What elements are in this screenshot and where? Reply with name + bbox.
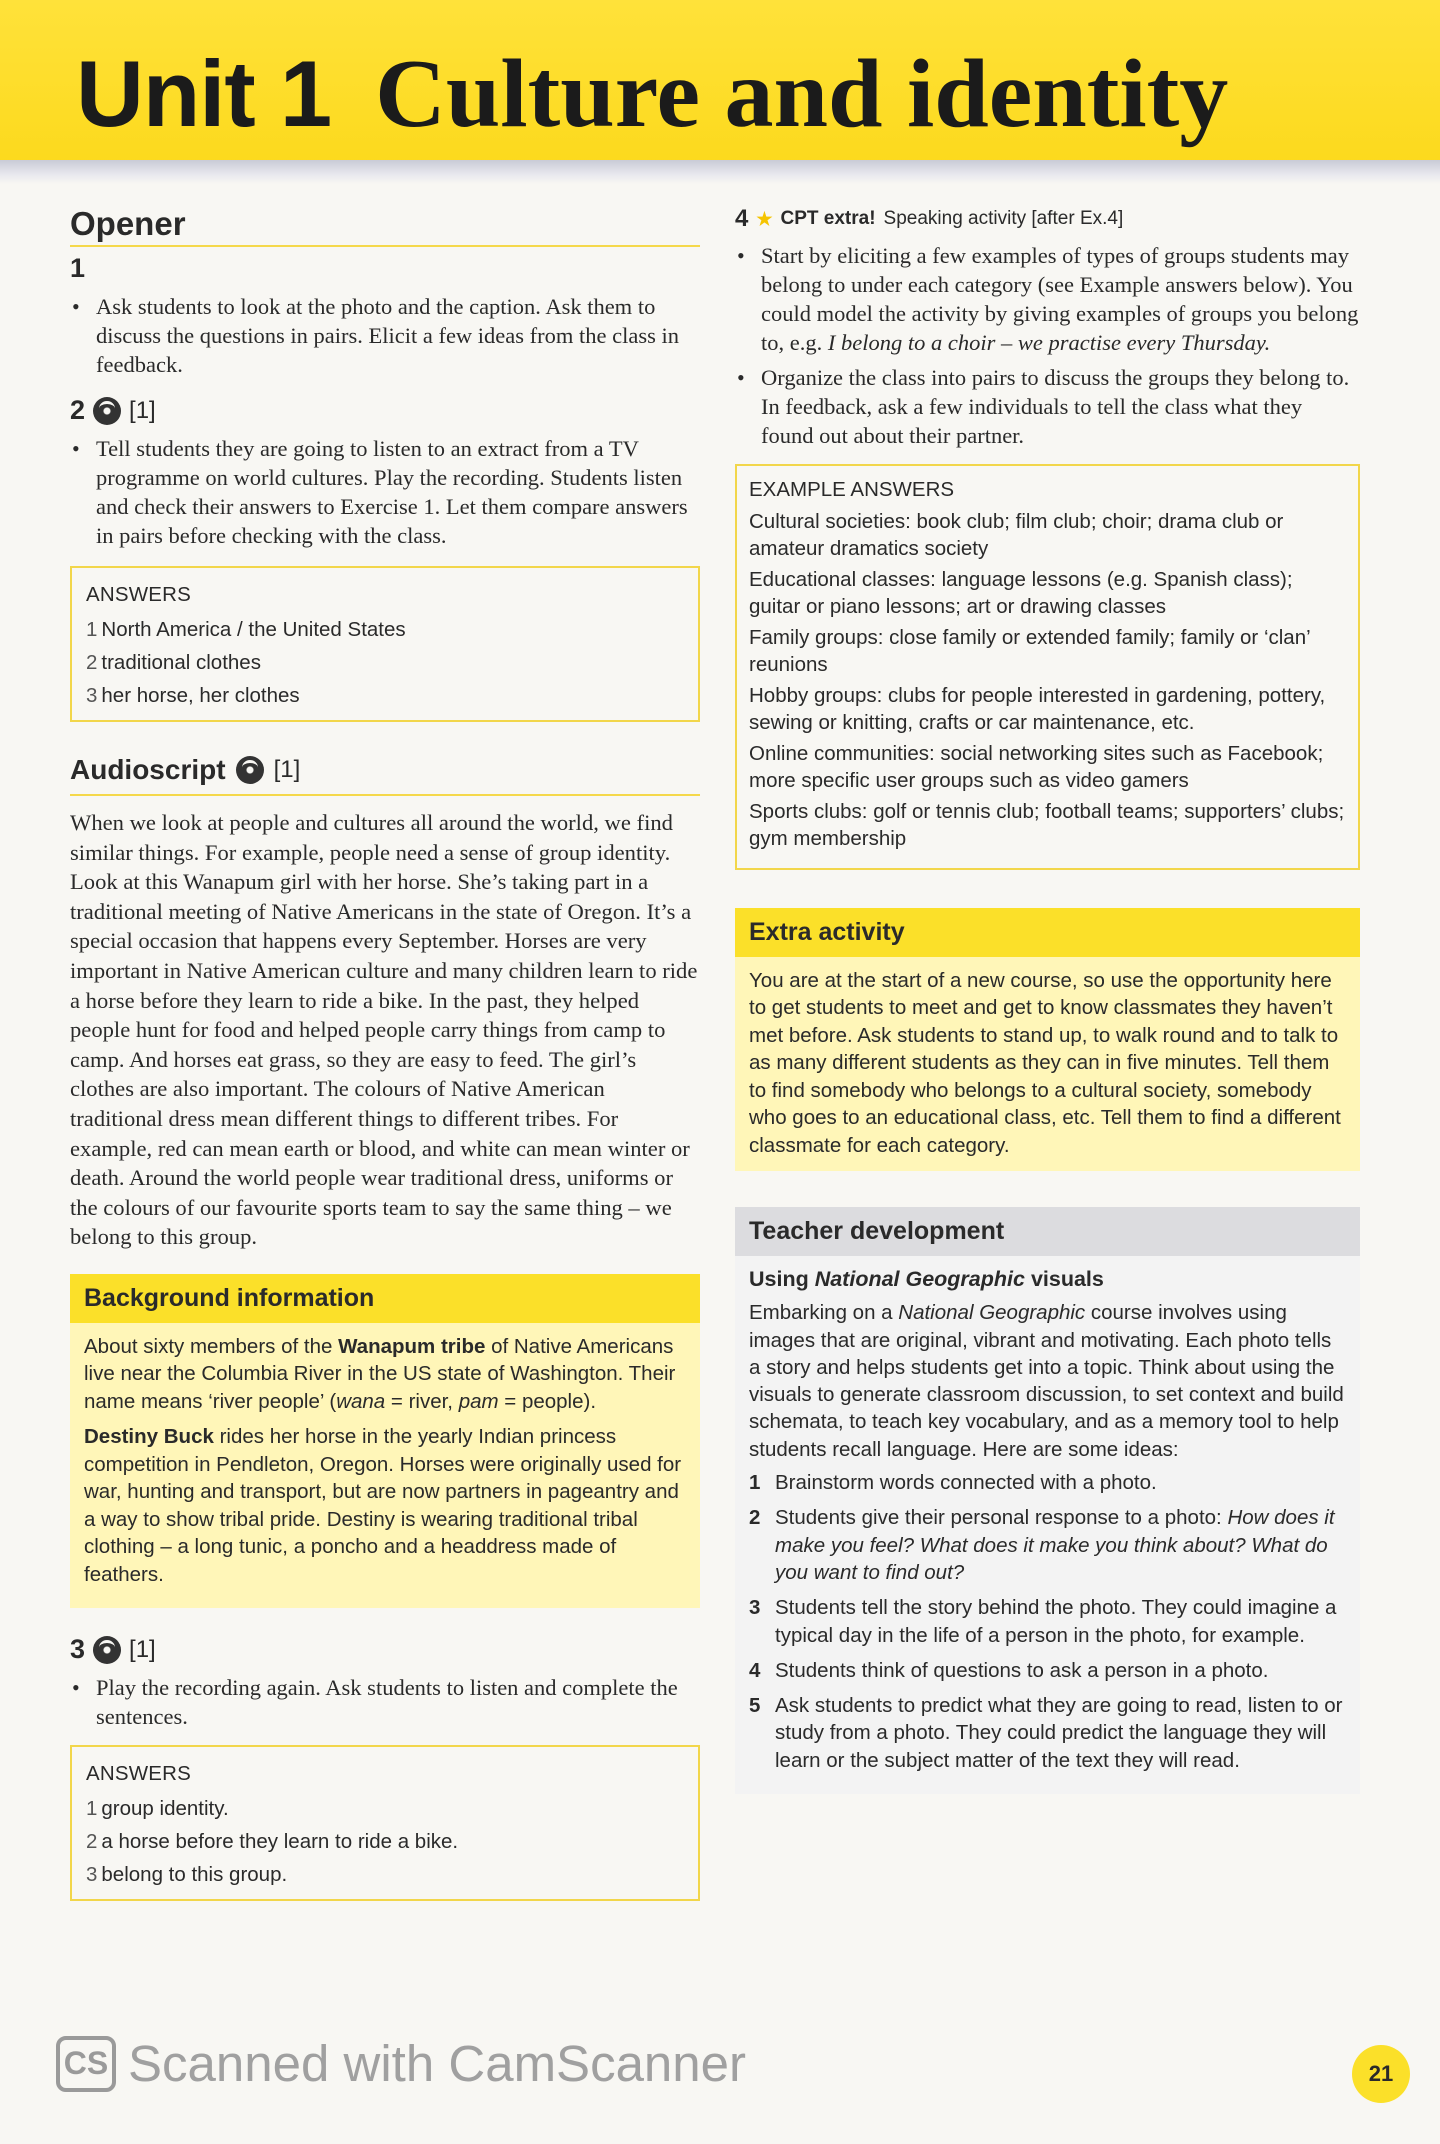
audioscript-text: When we look at people and cultures all around the world, we find similar things. For example, people need a sense of group identity. Look at this Wanapum girl with her horse. She’s taking part in a traditional meeting of Native Americans in the state of Oregon. It’s a special occasion that happens every September. Horses are very important in Native American culture and many children learn to ride a horse before they learn to ride a bike. In the past, they helped people hunt for food and helped people carry things from camp to camp. And horses eat grass, so they are easy to feed. The girl’s clothes are also important. The colours of Native American traditional dress mean different things to different tribes. For example, red can mean earth or blood, and white can mean winter or death. Around the world people wear traditional dress, uniforms or the colours of our favourite sports team to say the same thing – we belong to this group. (70, 810, 698, 1250)
cpt-extra-label: CPT extra! (780, 208, 876, 229)
list-item: Educational classes: language lessons (e.g. Spanish class); guitar or piano lessons; art or drawing classes (749, 567, 1293, 618)
list-item: 2 Students give their personal response to a photo: How does it make you feel? What does it make you think about? What do you want to find out? (749, 1506, 1335, 1584)
answer-item: 1 group identity. (86, 1797, 229, 1821)
camscanner-logo-icon: CS (56, 2036, 116, 2092)
list-item: 5 Ask students to predict what they are going to read, listen to or study from a photo. They could predict the language they will learn or the subject matter of the text they will read. (749, 1694, 1343, 1772)
exercise-1-instructions (70, 292, 700, 379)
track-number: [1] (129, 1635, 156, 1663)
list-item: • Start by eliciting a few examples of types of groups students may belong to under each category (see Example answers below). You could model the activity by giving examples of groups you belong to, e.g. I belong to a choir – we practise every Thursday. (761, 241, 1360, 357)
page-title (76, 38, 1228, 148)
list-item: Online communities: social networking sites such as Facebook; more specific user groups such as video gamers (749, 741, 1324, 792)
exercise-4-instructions (735, 241, 1360, 450)
track-number: [1] (273, 756, 301, 783)
extra-activity-heading: Extra activity (735, 908, 1360, 957)
answers-box (70, 566, 700, 722)
ideas-list (749, 1469, 1346, 1774)
answers-heading: ANSWERS (86, 583, 192, 606)
background-information-box (70, 1274, 700, 1609)
exercise-4-heading: 4 ★ CPT extra! Speaking activity [after Ex.4] (735, 205, 1124, 232)
exercise-1-number: 1 (70, 253, 86, 283)
background-paragraph-1: About sixty members of the Wanapum tribe of Native Americans live near the Columbia River in the US state of Washington. Their name means ‘river people’ (wana = river, pam = people). (84, 1334, 676, 1413)
extra-activity-box (735, 908, 1360, 1172)
list-item: 4 Students think of questions to ask a person in a photo. (749, 1658, 1269, 1682)
track-number: [1] (129, 396, 156, 424)
background-information-heading: Background information (70, 1274, 700, 1323)
background-paragraph-2: Destiny Buck rides her horse in the yearly Indian princess competition in Pendleton, Oregon. Horses were originally used for war, hunting and transport, but are now partners in pageantry and a way to show tribal pride. Destiny is wearing traditional tribal clothing – a long tunic, a poncho and a headdress made of feathers. (84, 1425, 682, 1586)
list-item: Family groups: close family or extended family; family or ‘clan’ reunions (749, 625, 1310, 676)
list-item: • Tell students they are going to listen to an extract from a TV programme on world cultures. Play the recording. Students listen and check their answers to Exercise 1. Let them compare answers in pairs before checking with the class. (96, 434, 700, 550)
list-item: • Organize the class into pairs to discuss the groups they belong to. In feedback, ask a few individuals to tell the class what they found out about their partner. (761, 363, 1360, 450)
example-answers-box (735, 464, 1360, 870)
list-item: Cultural societies: book club; film club; choir; drama club or amateur dramatics society (749, 509, 1284, 560)
answers-box (70, 1745, 700, 1901)
exercise-3-instructions (70, 1673, 700, 1731)
teacher-development-heading: Teacher development (735, 1207, 1360, 1256)
teacher-development-intro: Embarking on a National Geographic course involves using images that are original, vibrant and motivating. Each photo tells a story and helps students get into a topic. Think about using the visuals to generate classroom discussion, to set context and build schemata, to teach key vocabulary, and as a memory tool to help students recall language. Here are some ideas: (749, 1301, 1344, 1461)
unit-title: Culture and identity (375, 40, 1229, 148)
audio-cd-icon (93, 397, 121, 425)
exercise-2-number: 2 [1] (70, 395, 156, 425)
answer-item: 1 North America / the United States (86, 618, 406, 641)
camscanner-watermark (56, 2034, 746, 2093)
example-answers-heading: EXAMPLE ANSWERS (749, 478, 955, 501)
list-item: • Ask students to look at the photo and the caption. Ask them to discuss the questions in pairs. Elicit a few ideas from the class in feedback. (96, 292, 700, 379)
list-item: Sports clubs: golf or tennis club; football teams; supporters’ clubs; gym membership (749, 799, 1345, 850)
audio-cd-icon (93, 1636, 121, 1664)
right-column (735, 205, 1360, 1794)
exercise-4-subtitle: Speaking activity [after Ex.4] (883, 208, 1124, 229)
answer-item: 3 belong to this group. (86, 1863, 288, 1887)
answer-item: 2 traditional clothes (86, 651, 261, 674)
teacher-development-subheading: Using National Geographic visuals (749, 1267, 1104, 1291)
answer-item: 2 a horse before they learn to ride a bike. (86, 1830, 459, 1854)
exercise-2-instructions (70, 434, 700, 550)
watermark-text: Scanned with CamScanner (128, 2035, 747, 2092)
audioscript-heading: Audioscript [1] (70, 754, 700, 796)
page-number: 21 (1352, 2045, 1410, 2103)
opener-heading: Opener (70, 205, 700, 247)
star-icon: ★ (756, 208, 773, 229)
extra-activity-body: You are at the start of a new course, so use the opportunity here to get students to meet and get to know classmates they haven’t met before. Ask students to stand up, to walk round and to talk to as many different students as they can in five minutes. Tell them to find somebody who belongs to a cultural society, somebody who goes to an educational class, etc. Tell them to find a different classmate for each category. (749, 968, 1341, 1157)
teacher-development-body (735, 1256, 1360, 1794)
unit-label: Unit 1 (76, 41, 332, 146)
teacher-development-box (735, 1207, 1360, 1794)
answers-heading: ANSWERS (86, 1762, 192, 1786)
list-item: • Play the recording again. Ask students to listen and complete the sentences. (96, 1673, 700, 1731)
list-item: 3 Students tell the story behind the photo. They could imagine a typical day in the life of a person in the photo, for example. (749, 1596, 1337, 1647)
answer-item: 3 her horse, her clothes (86, 684, 300, 707)
list-item: Hobby groups: clubs for people interested in gardening, pottery, sewing or knitting, crafts or car maintenance, etc. (749, 683, 1326, 734)
banner-divider (0, 160, 1440, 184)
exercise-3-number: 3 [1] (70, 1634, 156, 1665)
audio-cd-icon (236, 756, 264, 784)
left-column (70, 205, 700, 1901)
background-information-body (70, 1323, 700, 1609)
list-item: 1 Brainstorm words connected with a photo. (749, 1471, 1157, 1495)
